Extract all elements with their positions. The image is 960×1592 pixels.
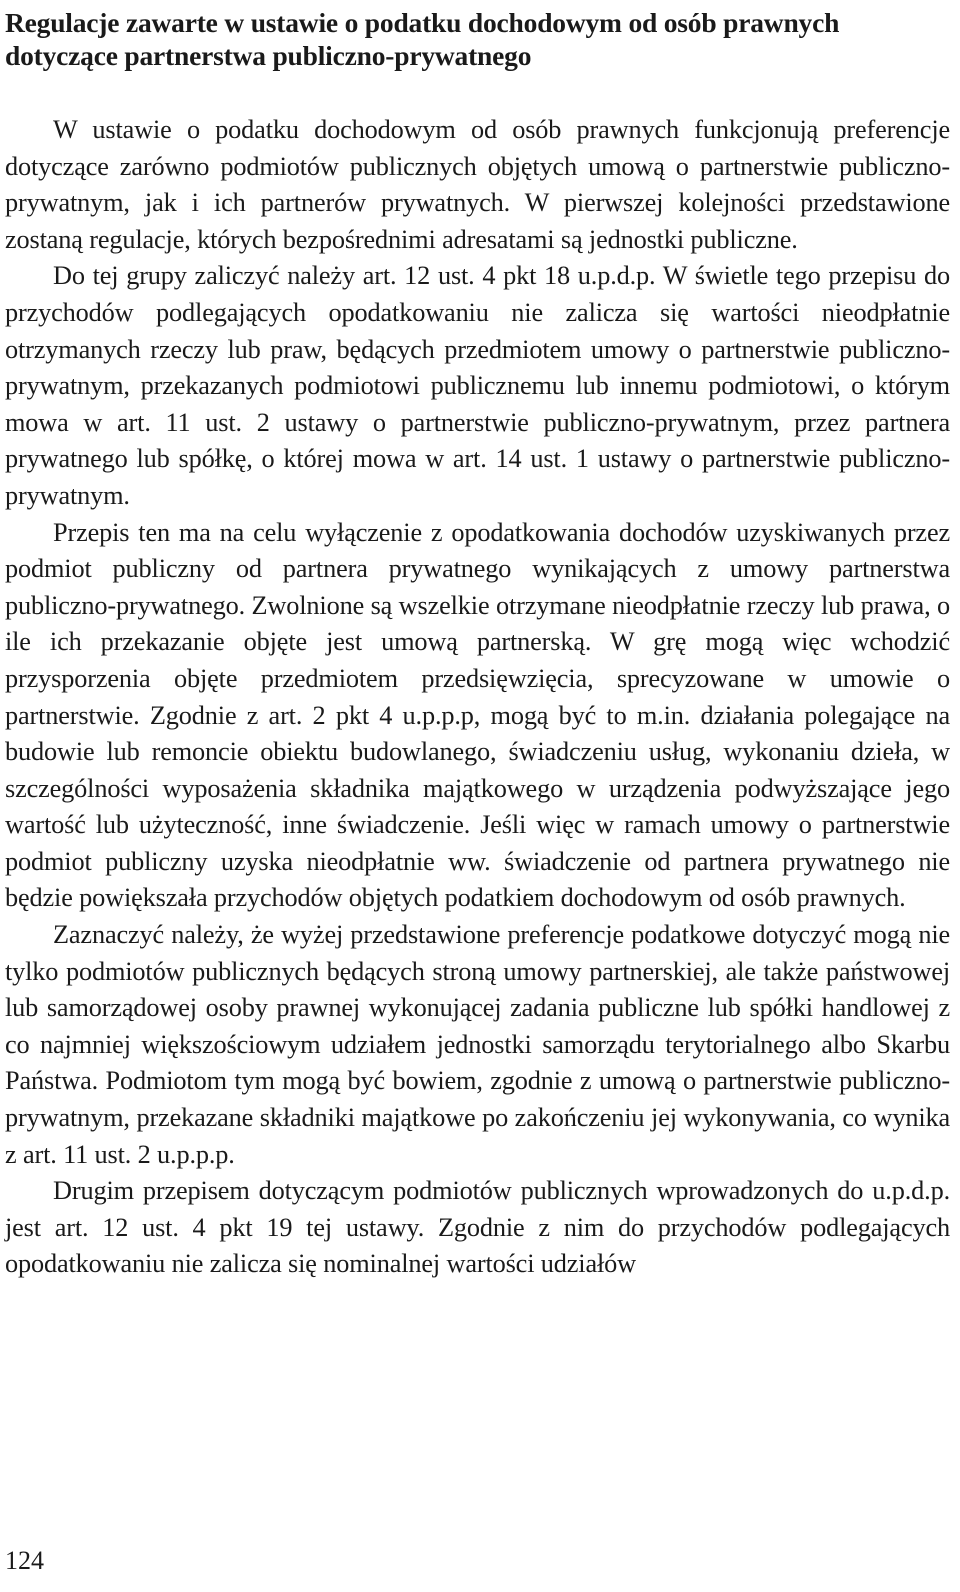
paragraph-5: Drugim przepisem dotyczącym podmiotów publicznych wprowadzonych do u.p.d.p. jest art. 12 ust. 4 pkt 19 tej ustawy. Zgodnie z nim do przychodów podlegających opodatkowaniu nie zalicza się nominalnej wartości udziałów: [5, 1176, 950, 1279]
paragraph-1: W ustawie o podatku dochodowym od osób prawnych funkcjonują preferencje dotyczące zarówno podmiotów publicznych objętych umową o partnerstwie publiczno-prywatnym, jak i ich partnerów prywatnych. W pierwszej kolejności przedstawione zostaną regulacje, których bezpośrednimi adresatami są jednostki publiczne.: [5, 115, 950, 254]
section-heading: Regulacje zawarte w ustawie o podatku dochodowym od osób prawnych dotyczące partnerstwa publiczno-prywatnego: [5, 7, 840, 71]
paragraph-4: Zaznaczyć należy, że wyżej przedstawione preferencje podatkowe dotyczyć mogą nie tylko podmiotów publicznych będących stroną umowy partnerskiej, ale także państwowej lub samorządowej osoby prawnej wykonującej zadania publiczne lub spółki handlowej z co najmniej większościowym udziałem jednostki samorządu terytorialnego albo Skarbu Państwa. Podmiotom tym mogą być bowiem, zgodnie z umową o partnerstwie publiczno-prywatnym, przekazane składniki majątkowe po zakończeniu jej wykonywania, co wynika z art. 11 ust. 2 u.p.p.p.: [5, 920, 950, 1169]
page-number: 124: [5, 1546, 44, 1575]
document-page: [5, 6, 950, 1283]
paragraph-3: Przepis ten ma na celu wyłączenie z opodatkowania dochodów uzyskiwanych przez podmiot publiczny od partnera prywatnego wynikających z umowy partnerstwa publiczno-prywatnego. Zwolnione są wszelkie otrzymane nieodpłatnie rzeczy lub prawa, o ile ich przekazanie objęte jest umową partnerską. W grę mogą więc wchodzić przysporzenia objęte przedmiotem przedsięwzięcia, sprecyzowane w umowie o partnerstwie. Zgodnie z art. 2 pkt 4 u.p.p.p, mogą być to m.in. działania polegające na budowie lub remoncie obiektu budowlanego, świadczeniu usług, wykonaniu dzieła, w szczególności wyposażenia składnika majątkowego w urządzenia podwyższające jego wartość lub użyteczność, inne świadczenie. Jeśli więc w ramach umowy o partnerstwie podmiot publiczny uzyska nieodpłatnie ww. świadczenie od partnera prywatnego nie będzie powiększała przychodów objętych podatkiem dochodowym od osób prawnych.: [5, 517, 950, 913]
paragraph-2: Do tej grupy zaliczyć należy art. 12 ust. 4 pkt 18 u.p.d.p. W świetle tego przepisu do przychodów podlegających opodatkowaniu nie zalicza się wartości nieodpłatnie otrzymanych rzeczy lub praw, będących przedmiotem umowy o partnerstwie publiczno-prywatnym, przekazanych podmiotowi publicznemu lub innemu podmiotowi, o którym mowa w art. 11 ust. 2 ustawy o partnerstwie publiczno-prywatnym, przez partnera prywatnego lub spółkę, o której mowa w art. 14 ust. 1 ustawy o partnerstwie publiczno-prywatnym.: [5, 261, 950, 510]
body-text: [5, 112, 950, 1283]
